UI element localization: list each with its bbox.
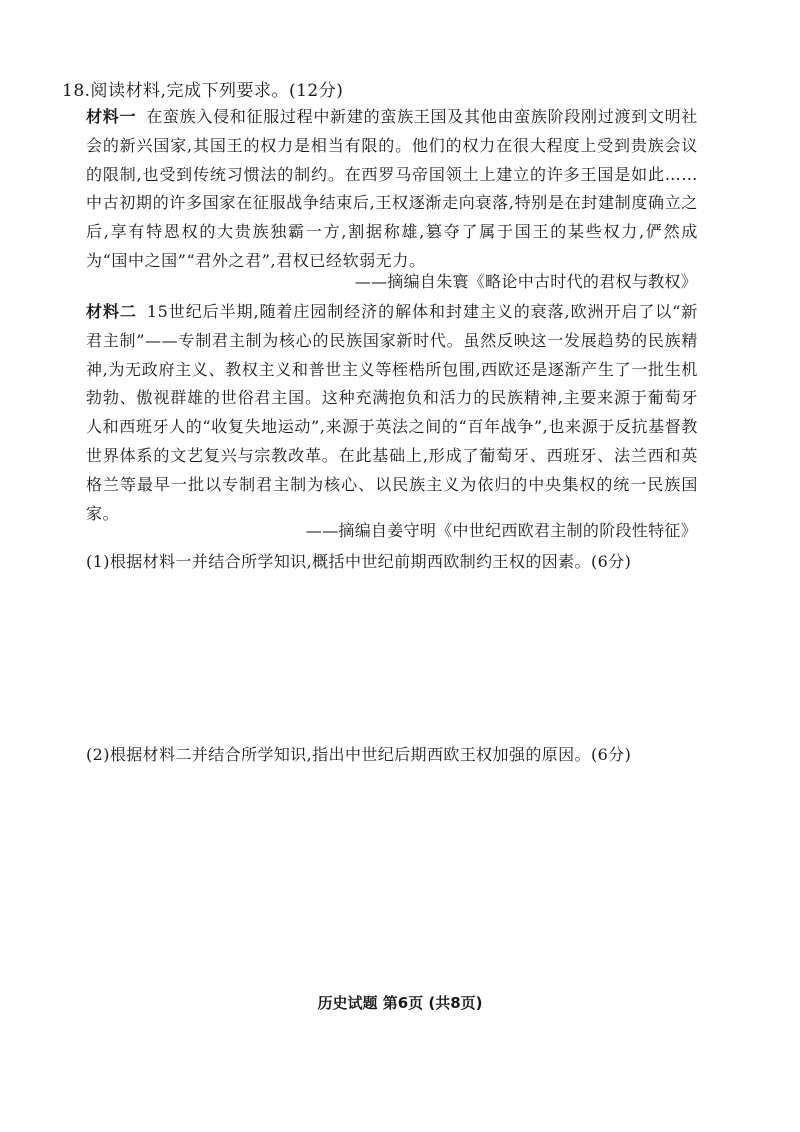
material-1-label: 材料一 <box>86 107 137 126</box>
subquestion-2: (2)根据材料二并结合所学知识,指出中世纪后期西欧王权加强的原因。(6分) <box>86 745 632 764</box>
material-2 <box>86 298 698 528</box>
question-title: 18.阅读材料,完成下列要求。(12分) <box>62 81 344 101</box>
material-1 <box>86 103 698 276</box>
page-footer: 历史试题 第6页 (共8页) <box>317 994 483 1012</box>
material-2-text: 15世纪后半期,随着庄园制经济的解体和封建主义的衰落,欧洲开启了以“新君主制”——专制君主制为核心的民族国家新时代。虽然反映这一发展趋势的民族精神,为无政府主义、教权主义和普世主义等桎梏所包围,西欧还是逐渐产生了一批生机勃勃、傲视群雄的世俗君主国。这种充满抱负和活力的民族精神,主要来源于葡萄牙人和西班牙人的“收复失地运动”,来源于英法之间的“百年战争”,也来源于反抗基督教世界体系的文艺复兴与宗教改革。在此基础上,形成了葡萄牙、西班牙、法兰西和英格兰等最早一批以专制君主制为核心、以民族主义为依归的中央集权的统一民族国家。 <box>86 302 698 523</box>
material-1-source: ——摘编自朱寰《略论中古时代的君权与教权》 <box>354 272 697 291</box>
material-2-source: ——摘编自姜守明《中世纪西欧君主制的阶段性特征》 <box>305 521 697 540</box>
subquestion-1: (1)根据材料一并结合所学知识,概括中世纪前期西欧制约王权的因素。(6分) <box>86 552 632 571</box>
material-1-text: 在蛮族入侵和征服过程中新建的蛮族王国及其他由蛮族阶段刚过渡到文明社会的新兴国家,其国王的权力是相当有限的。他们的权力在很大程度上受到贵族会议的限制,也受到传统习惯法的制约。在西罗马帝国领土上建立的许多王国是如此……中古初期的许多国家在征服战争结束后,王权逐渐走向衰落,特别是在封建制度确立之后,享有特恩权的大贵族独霸一方,割据称雄,篡夺了属于国王的某些权力,俨然成为“国中之国”“君外之君”,君权已经软弱无力。 <box>86 107 698 270</box>
material-2-label: 材料二 <box>86 302 137 321</box>
